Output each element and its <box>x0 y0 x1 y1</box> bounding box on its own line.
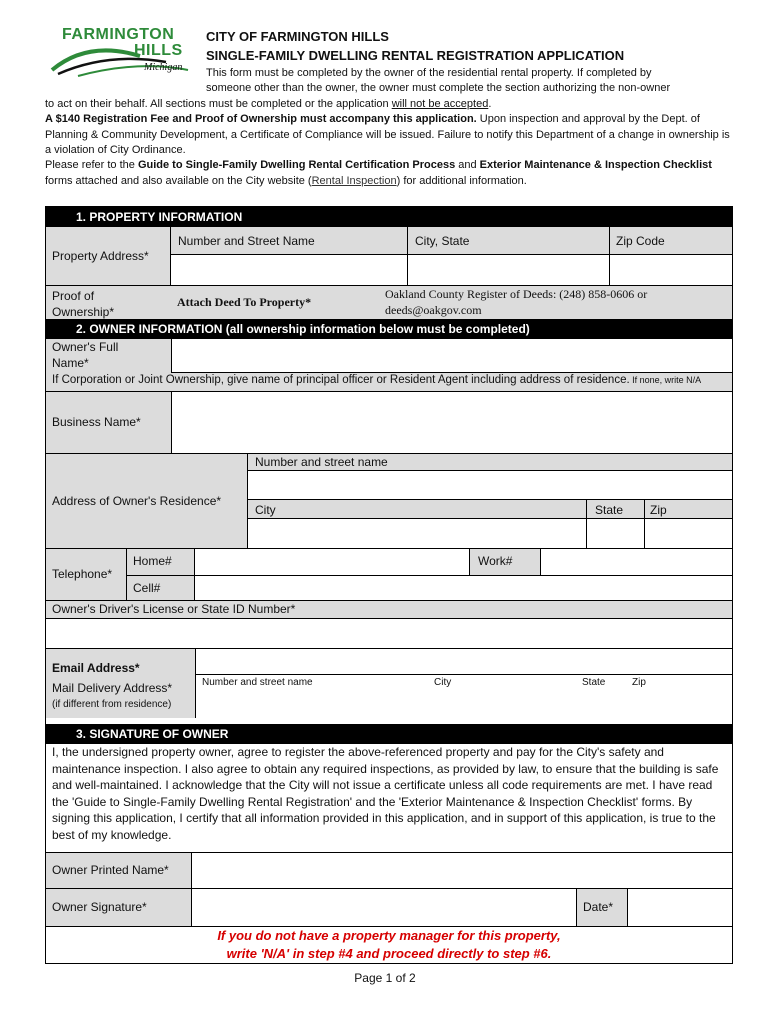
mail-zip-label: Zip <box>632 677 646 688</box>
intro-refer-paragraph: Please refer to the Guide to Single-Family Dwelling Rental Certification Process and Exterior Maintenance & Inspection Checklist forms attached and also available on the City website (Rental Inspection) for additional information. <box>45 159 712 187</box>
mail-city-label: City <box>434 677 452 688</box>
printed-name-label: Owner Printed Name* <box>52 863 169 877</box>
intro-fee-paragraph: A $140 Registration Fee and Proof of Ownership must accompany this application. Upon inspection and approval by the Dept. of Planning & Community Development, a Certificate of Compliance will be issued. Failure to notify this Department of a change in ownership is a violation of City Ordinance. <box>45 113 730 157</box>
business-name-input[interactable] <box>171 391 732 453</box>
mail-state-label: State <box>582 677 606 688</box>
residence-state-input[interactable] <box>587 519 643 548</box>
proof-row <box>46 285 732 319</box>
property-street-input[interactable] <box>172 255 406 285</box>
section2-header: 2. OWNER INFORMATION (all ownership information below must be completed) <box>46 319 732 339</box>
residence-state-label: State <box>595 503 624 517</box>
email-label: Email Address* <box>52 661 140 675</box>
mail-delivery-label: Mail Delivery Address* <box>52 681 173 695</box>
intro-line1: This form must be completed by the owner of the residential rental property. If completed by <box>206 67 652 79</box>
mail-street-label: Number and street name <box>202 677 313 688</box>
owner-full-name-input[interactable] <box>171 339 732 373</box>
intro-text <box>45 66 735 189</box>
work-phone-label: Work# <box>478 554 513 568</box>
business-name-label-cell <box>46 391 171 453</box>
section1-header: 1. PROPERTY INFORMATION <box>46 207 732 227</box>
residence-street-label: Number and street name <box>255 455 388 469</box>
email-input[interactable] <box>196 648 732 675</box>
application-form <box>45 206 733 964</box>
address-subheader-row <box>171 227 732 255</box>
intro-line2: someone other than the owner, the owner must complete the section authorizing the non-owner <box>206 82 671 95</box>
page-number: Page 1 of 2 <box>354 971 416 985</box>
logo-top-text: FARMINGTON <box>62 26 175 43</box>
signature-date-input[interactable] <box>628 888 732 926</box>
property-address-label: Property Address* <box>52 249 149 263</box>
logo-bottom-text: HILLS <box>134 42 183 59</box>
owner-residence-label: Address of Owner's Residence* <box>52 494 222 508</box>
logo-script-text: Michigan <box>144 62 183 73</box>
corporation-note: If Corporation or Joint Ownership, give name of principal officer or Resident Agent including address of residence. If none, write N/A <box>52 374 702 386</box>
cell-phone-input[interactable] <box>195 575 732 600</box>
residence-city-input[interactable] <box>249 519 585 548</box>
telephone-label-cell <box>46 548 127 600</box>
city-state-label: City, State <box>415 234 470 248</box>
attach-deed-label: Attach Deed To Property* <box>177 295 312 309</box>
property-address-label-cell <box>46 227 171 285</box>
form-title-line1: CITY OF FARMINGTON HILLS <box>206 29 389 44</box>
residence-zip-input[interactable] <box>645 519 732 548</box>
intro-line3: to act on their behalf. All sections must be completed or the application will not be accepted. <box>45 97 492 110</box>
residence-street-input[interactable] <box>249 471 732 499</box>
cell-phone-label: Cell# <box>133 581 161 595</box>
telephone-label: Telephone* <box>52 567 113 581</box>
property-zip-input[interactable] <box>610 255 732 285</box>
mail-delivery-input[interactable] <box>196 675 732 718</box>
home-phone-label: Home# <box>133 554 172 568</box>
residence-city-label: City <box>255 503 276 517</box>
street-name-label: Number and Street Name <box>178 234 315 248</box>
zip-code-label: Zip Code <box>616 234 665 248</box>
residence-label-cell <box>46 453 248 548</box>
license-input[interactable] <box>46 618 732 648</box>
signature-label: Owner Signature* <box>52 900 147 914</box>
property-manager-notice: If you do not have a property manager for this property, write 'N/A' in step #4 and proceed directly to step #6. <box>46 926 732 963</box>
owner-printed-name-input[interactable] <box>192 852 732 888</box>
section3-header: 3. SIGNATURE OF OWNER <box>46 724 732 744</box>
form-title-line2: SINGLE-FAMILY DWELLING RENTAL REGISTRATION APPLICATION <box>206 48 625 63</box>
corp-note-row <box>46 373 732 391</box>
rental-inspection-link[interactable]: Rental Inspection <box>311 174 397 187</box>
license-label: Owner's Driver's License or State ID Number* <box>52 602 296 616</box>
date-label: Date* <box>583 900 614 914</box>
owner-agreement-statement: I, the undersigned property owner, agree to register the above-referenced property and pay for the City's safety and maintenance inspection. I also agree to obtain any required inspections, as provided by law, to ensure that the building is safe and well-maintained. I acknowledge that the City will not issue a certificate unless all code requirements are met. I have read the 'Guide to Single-Family Dwelling Rental Registration' and the 'Exterior Maintenance & Inspection Checklist' forms. By signing this application, I certify that all information provided in this application, and in support of this application, is true to the best of my knowledge. <box>52 745 719 842</box>
full-name-label-cell <box>46 339 171 373</box>
residence-zip-label: Zip <box>650 503 667 517</box>
full-name-label: Owner's Full Name* <box>52 340 119 370</box>
mail-delivery-note: (if different from residence) <box>52 699 172 710</box>
email-mail-label-cell <box>46 648 196 718</box>
property-city-state-input[interactable] <box>408 255 608 285</box>
owner-signature-input[interactable] <box>192 888 576 926</box>
proof-ownership-label: Proof of Ownership* <box>52 289 115 319</box>
business-name-label: Business Name* <box>52 415 141 429</box>
register-of-deeds-info: Oakland County Register of Deeds: (248) 858-0606 or deeds@oakgov.com <box>385 287 648 317</box>
home-phone-input[interactable] <box>195 548 469 575</box>
work-phone-input[interactable] <box>541 548 732 575</box>
